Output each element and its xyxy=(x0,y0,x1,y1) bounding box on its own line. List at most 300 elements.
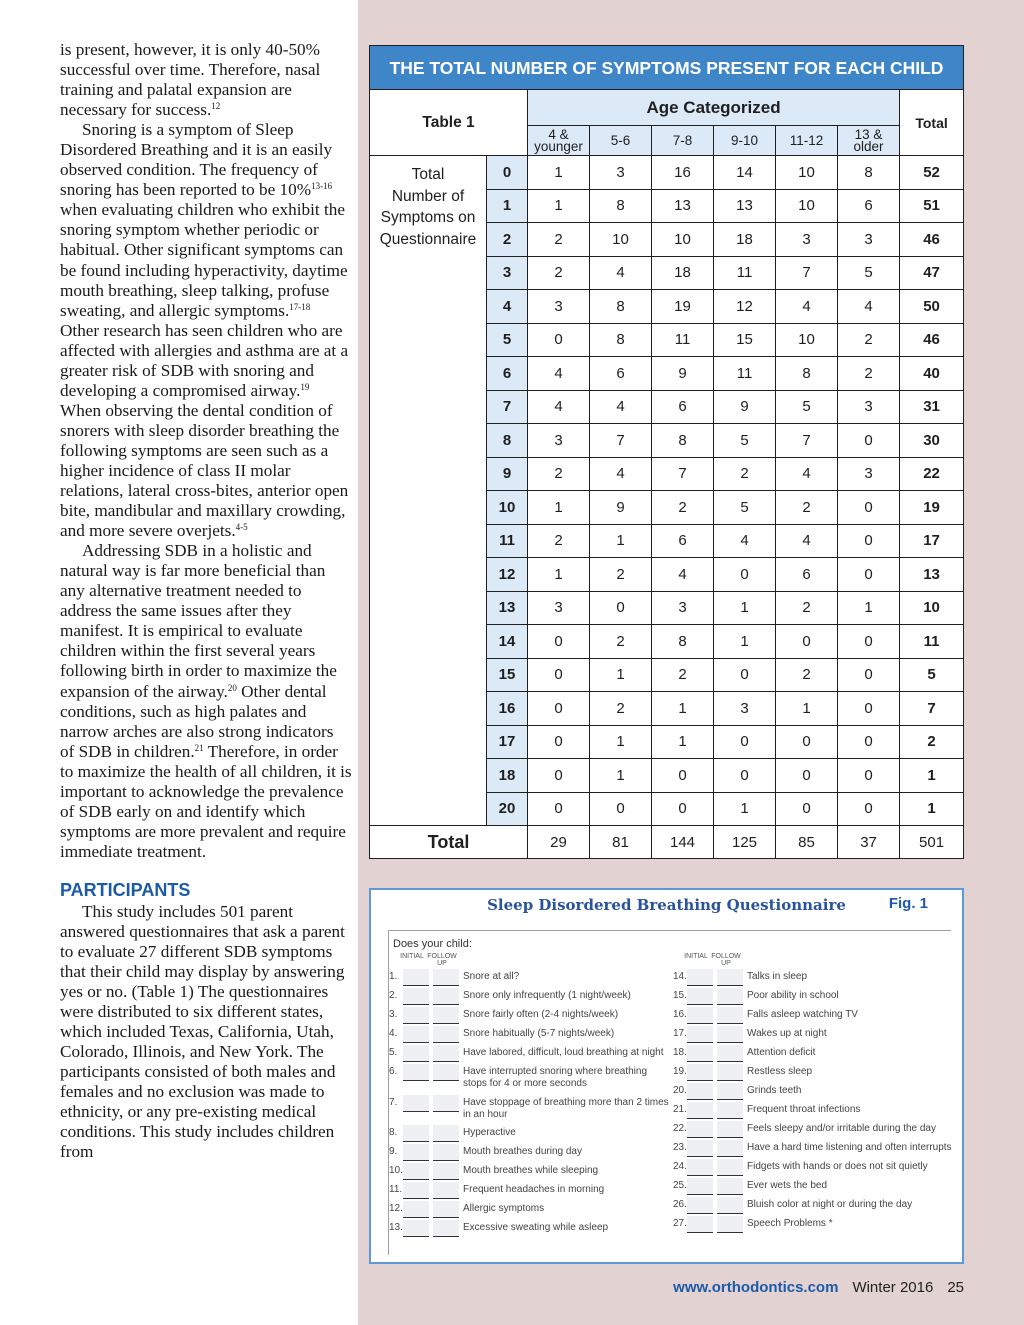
initial-checkbox[interactable] xyxy=(403,1045,429,1062)
symptom-count-cell: 1 xyxy=(487,189,528,223)
table-cell: 2 xyxy=(838,323,900,357)
table-cell: 0 xyxy=(528,725,590,759)
initial-checkbox[interactable] xyxy=(403,1026,429,1043)
table-cell: 2 xyxy=(528,223,590,257)
follow-up-checkbox[interactable] xyxy=(433,1182,459,1199)
initial-checkbox[interactable] xyxy=(687,1216,713,1233)
age-column-line: 7-8 xyxy=(672,132,693,148)
table-cell: 2 xyxy=(590,558,652,592)
initial-checkbox[interactable] xyxy=(687,988,713,1005)
item-number: 10. xyxy=(389,1165,403,1176)
table-cell: 2 xyxy=(776,658,838,692)
item-number: 3. xyxy=(389,1009,398,1020)
follow-up-checkbox[interactable] xyxy=(717,988,743,1005)
questionnaire-prompt: Does your child: xyxy=(393,938,472,950)
figure-label: Fig. 1 xyxy=(888,895,928,912)
row-total-cell: 10 xyxy=(900,591,964,625)
row-total-cell: 46 xyxy=(900,323,964,357)
initial-checkbox[interactable] xyxy=(403,1095,429,1112)
table-cell: 3 xyxy=(590,156,652,190)
table-cell: 8 xyxy=(590,189,652,223)
table-cell: 6 xyxy=(590,357,652,391)
symptom-count-cell: 0 xyxy=(487,156,528,190)
table-cell: 4 xyxy=(528,357,590,391)
table-cell: 1 xyxy=(528,558,590,592)
item-text: Snore at all? xyxy=(463,971,520,982)
table-cell: 3 xyxy=(528,591,590,625)
table-cell: 9 xyxy=(714,390,776,424)
table-cell: 1 xyxy=(528,189,590,223)
follow-up-column-header: FOLLOW UP xyxy=(427,953,457,967)
table-cell: 0 xyxy=(528,625,590,659)
row-total-cell: 7 xyxy=(900,692,964,726)
row-total-cell: 47 xyxy=(900,256,964,290)
table-cell: 0 xyxy=(714,558,776,592)
table-cell: 5 xyxy=(714,424,776,458)
table-cell: 1 xyxy=(590,759,652,793)
article-paragraph: Snoring is a symptom of Sleep Disordered Breathing and it is an easily observed condition. The frequency of snoring has been reported to be 10%$^{13-16}$ when evaluating children who exhibit the snoring symptom whether periodic or habitual. Other significant symptoms can be found including hyperactivity, daytime mouth breathing, sleep talking, profuse sweating, and allergic symptoms.$^{17-18}$ Other research has seen children who are affected with allergies and asthma are at a greater risk of SDB with snoring and developing a compromised airway.$^{19}$ When observing the dental condition of snorers with sleep disorder breathing the following symptoms are seen such as a higher incidence of class II molar relations, lateral cross-bites, anterior open bite, mandibular and maxillary crowding, and more severe overjets.$^{4-5}$ xyxy=(60,120,349,541)
questionnaire-form xyxy=(388,930,951,1255)
follow-up-checkbox[interactable] xyxy=(717,969,743,986)
item-text: Snore only infrequently (1 night/week) xyxy=(463,990,631,1001)
initial-checkbox[interactable] xyxy=(403,1163,429,1180)
table-cell: 8 xyxy=(590,290,652,324)
table-cell: 1 xyxy=(838,591,900,625)
table-cell: 0 xyxy=(714,759,776,793)
table-cell: 11 xyxy=(714,256,776,290)
item-text: Falls asleep watching TV xyxy=(747,1009,858,1020)
table-cell: 0 xyxy=(652,759,714,793)
questionnaire-item xyxy=(389,1220,664,1250)
item-number: 24. xyxy=(673,1161,687,1172)
footer-issue: Winter 2016 xyxy=(852,1279,934,1296)
questionnaire-figure xyxy=(369,888,964,1264)
follow-up-checkbox[interactable] xyxy=(433,1201,459,1218)
item-text: Snore fairly often (2-4 nights/week) xyxy=(463,1009,619,1020)
table-cell: 0 xyxy=(838,692,900,726)
questionnaire-item xyxy=(673,1216,948,1246)
questionnaire-item xyxy=(389,1064,664,1094)
follow-up-checkbox[interactable] xyxy=(717,1121,743,1138)
row-total-cell: 17 xyxy=(900,524,964,558)
row-total-cell: 40 xyxy=(900,357,964,391)
table-cell: 4 xyxy=(838,290,900,324)
follow-up-checkbox[interactable] xyxy=(717,1197,743,1214)
follow-up-checkbox[interactable] xyxy=(433,988,459,1005)
item-text: Restless sleep xyxy=(747,1066,813,1077)
table-cell: 3 xyxy=(528,424,590,458)
table-cell: 2 xyxy=(776,491,838,525)
table-cell: 0 xyxy=(652,792,714,826)
column-total-cell: 81 xyxy=(590,826,652,859)
row-group-label-line: Questionnaire xyxy=(379,230,477,248)
table-cell: 0 xyxy=(714,658,776,692)
row-total-cell: 5 xyxy=(900,658,964,692)
age-column-header xyxy=(838,126,900,156)
page-number: 25 xyxy=(947,1279,964,1296)
follow-up-checkbox[interactable] xyxy=(717,1045,743,1062)
page-footer xyxy=(673,1279,964,1296)
follow-up-checkbox[interactable] xyxy=(433,1163,459,1180)
table-cell: 8 xyxy=(590,323,652,357)
row-total-cell: 2 xyxy=(900,725,964,759)
table-cell: 9 xyxy=(590,491,652,525)
item-number: 19. xyxy=(673,1066,687,1077)
item-number: 16. xyxy=(673,1009,687,1020)
row-total-cell: 13 xyxy=(900,558,964,592)
follow-up-checkbox[interactable] xyxy=(433,1007,459,1024)
symptom-count-cell: 5 xyxy=(487,323,528,357)
grand-total-cell: 501 xyxy=(900,826,964,859)
follow-up-column-header: FOLLOW UP xyxy=(711,953,741,967)
item-number: 7. xyxy=(389,1097,398,1108)
table-cell: 14 xyxy=(714,156,776,190)
initial-checkbox[interactable] xyxy=(403,1201,429,1218)
row-group-label-line: Total xyxy=(411,166,445,183)
initial-checkbox[interactable] xyxy=(403,1125,429,1142)
table-cell: 1 xyxy=(528,156,590,190)
table-cell: 13 xyxy=(714,189,776,223)
table-title: THE TOTAL NUMBER OF SYMPTOMS PRESENT FOR EACH CHILD xyxy=(369,45,964,89)
row-total-cell: 52 xyxy=(900,156,964,190)
table-cell: 1 xyxy=(714,591,776,625)
table-cell: 8 xyxy=(652,424,714,458)
follow-up-checkbox[interactable] xyxy=(717,1178,743,1195)
symptom-count-cell: 12 xyxy=(487,558,528,592)
item-number: 11. xyxy=(389,1184,403,1195)
initial-checkbox[interactable] xyxy=(403,1144,429,1161)
table-cell: 0 xyxy=(528,792,590,826)
table-cell: 0 xyxy=(590,792,652,826)
age-column-header xyxy=(776,126,838,156)
row-group-label xyxy=(370,156,487,826)
initial-column-header: INITIAL xyxy=(684,953,708,960)
initial-checkbox[interactable] xyxy=(687,1140,713,1157)
total-header: Total xyxy=(900,90,964,156)
figure-title: Sleep Disordered Breathing Questionnaire xyxy=(487,896,846,914)
table-cell: 3 xyxy=(776,223,838,257)
row-group-label-line: Symptoms on xyxy=(380,209,476,226)
follow-up-checkbox[interactable] xyxy=(433,1026,459,1043)
symptom-count-cell: 6 xyxy=(487,357,528,391)
table-cell: 4 xyxy=(528,390,590,424)
table-cell: 1 xyxy=(652,692,714,726)
table-cell: 2 xyxy=(652,491,714,525)
item-number: 6. xyxy=(389,1066,398,1077)
item-number: 26. xyxy=(673,1199,687,1210)
table-cell: 1 xyxy=(652,725,714,759)
item-number: 12. xyxy=(389,1203,403,1214)
age-column-header xyxy=(590,126,652,156)
item-text: Speech Problems * xyxy=(747,1218,833,1229)
follow-up-checkbox[interactable] xyxy=(717,1007,743,1024)
total-row-label: Total xyxy=(370,826,528,859)
item-number: 17. xyxy=(673,1028,687,1039)
table-cell: 16 xyxy=(652,156,714,190)
row-total-cell: 31 xyxy=(900,390,964,424)
follow-up-checkbox[interactable] xyxy=(717,1064,743,1081)
symptom-count-cell: 8 xyxy=(487,424,528,458)
table-cell: 2 xyxy=(714,457,776,491)
item-text: Allergic symptoms xyxy=(463,1203,545,1214)
item-text: Feels sleepy and/or irritable during the day xyxy=(747,1123,936,1134)
table-cell: 0 xyxy=(838,524,900,558)
item-text: Mouth breathes while sleeping xyxy=(463,1165,599,1176)
follow-up-checkbox[interactable] xyxy=(717,1159,743,1176)
table-cell: 8 xyxy=(776,357,838,391)
table-cell: 0 xyxy=(528,323,590,357)
item-text: Mouth breathes during day xyxy=(463,1146,582,1157)
column-total-cell: 37 xyxy=(838,826,900,859)
table-cell: 7 xyxy=(776,424,838,458)
follow-up-checkbox[interactable] xyxy=(717,1083,743,1100)
item-text: Talks in sleep xyxy=(747,971,808,982)
table-cell: 2 xyxy=(528,524,590,558)
table-cell: 1 xyxy=(590,524,652,558)
item-number: 4. xyxy=(389,1028,398,1039)
initial-checkbox[interactable] xyxy=(687,1045,713,1062)
item-text: Grinds teeth xyxy=(747,1085,802,1096)
symptom-count-cell: 10 xyxy=(487,491,528,525)
item-text: Frequent headaches in morning xyxy=(463,1184,605,1195)
age-column-line: 5-6 xyxy=(610,132,631,148)
follow-up-checkbox[interactable] xyxy=(433,1064,459,1081)
table-cell: 10 xyxy=(776,323,838,357)
initial-checkbox[interactable] xyxy=(687,1026,713,1043)
symptom-count-cell: 15 xyxy=(487,658,528,692)
column-total-cell: 125 xyxy=(714,826,776,859)
item-text: Ever wets the bed xyxy=(747,1180,828,1191)
item-number: 2. xyxy=(389,990,398,1001)
table-cell: 9 xyxy=(652,357,714,391)
age-column-line: 9-10 xyxy=(731,132,759,148)
table-cell: 2 xyxy=(590,625,652,659)
table-cell: 3 xyxy=(838,223,900,257)
initial-checkbox[interactable] xyxy=(403,1182,429,1199)
table-cell: 4 xyxy=(652,558,714,592)
item-text: Attention deficit xyxy=(747,1047,816,1058)
item-number: 22. xyxy=(673,1123,687,1134)
row-total-cell: 46 xyxy=(900,223,964,257)
table-cell: 0 xyxy=(528,759,590,793)
initial-checkbox[interactable] xyxy=(403,1007,429,1024)
table-cell: 2 xyxy=(776,591,838,625)
item-text: Poor ability in school xyxy=(747,990,839,1001)
row-total-cell: 19 xyxy=(900,491,964,525)
row-total-cell: 51 xyxy=(900,189,964,223)
table-cell: 13 xyxy=(652,189,714,223)
item-text: Snore habitually (5-7 nights/week) xyxy=(463,1028,615,1039)
section-heading: PARTICIPANTS xyxy=(60,879,191,900)
table-cell: 2 xyxy=(528,256,590,290)
age-column-header xyxy=(652,126,714,156)
item-text: Have stoppage of breathing more than 2 times in an hour xyxy=(463,1097,669,1120)
initial-column-header: INITIAL xyxy=(400,953,424,960)
follow-up-checkbox[interactable] xyxy=(433,1220,459,1237)
symptom-count-cell: 20 xyxy=(487,792,528,826)
table-cell: 15 xyxy=(714,323,776,357)
table-cell: 4 xyxy=(776,290,838,324)
age-column-line: older xyxy=(853,138,884,154)
initial-checkbox[interactable] xyxy=(687,969,713,986)
initial-checkbox[interactable] xyxy=(403,988,429,1005)
table-cell: 0 xyxy=(838,625,900,659)
table-cell: 1 xyxy=(714,625,776,659)
table-cell: 18 xyxy=(652,256,714,290)
table-cell: 12 xyxy=(714,290,776,324)
table-cell: 6 xyxy=(652,524,714,558)
item-text: Frequent throat infections xyxy=(747,1104,861,1115)
item-number: 1. xyxy=(389,971,398,982)
initial-checkbox[interactable] xyxy=(687,1007,713,1024)
table-cell: 8 xyxy=(652,625,714,659)
table-cell: 0 xyxy=(528,692,590,726)
table-cell: 0 xyxy=(528,658,590,692)
column-total-cell: 144 xyxy=(652,826,714,859)
article-paragraph: This study includes 501 parent answered questionnaires that ask a parent to evaluate 27 different SDB symptoms that their child may display by answering yes or no. (Table 1) The questionnaires were distributed to six different states, which included Texas, California, Utah, Colorado, Illinois, and New York. The participants consisted of both males and females and no exclusion was made to ethnicity, or any pre-existing medical conditions. This study includes children from xyxy=(60,901,345,1162)
follow-up-checkbox[interactable] xyxy=(433,1095,459,1112)
table-cell: 1 xyxy=(528,491,590,525)
table-cell: 10 xyxy=(776,156,838,190)
table-cell: 0 xyxy=(776,759,838,793)
symptom-count-cell: 14 xyxy=(487,625,528,659)
table-cell: 0 xyxy=(590,591,652,625)
table-cell: 4 xyxy=(776,457,838,491)
table-cell: 0 xyxy=(838,792,900,826)
table-cell: 4 xyxy=(590,256,652,290)
item-number: 9. xyxy=(389,1146,398,1157)
questionnaire-item xyxy=(389,1095,669,1125)
table-cell: 1 xyxy=(590,725,652,759)
follow-up-checkbox[interactable] xyxy=(717,1102,743,1119)
initial-checkbox[interactable] xyxy=(687,1159,713,1176)
initial-checkbox[interactable] xyxy=(687,1064,713,1081)
table-cell: 11 xyxy=(652,323,714,357)
initial-checkbox[interactable] xyxy=(687,1102,713,1119)
initial-checkbox[interactable] xyxy=(403,1064,429,1081)
table-cell: 5 xyxy=(714,491,776,525)
table-cell: 0 xyxy=(776,792,838,826)
table-cell: 3 xyxy=(528,290,590,324)
initial-checkbox[interactable] xyxy=(687,1121,713,1138)
symptom-count-cell: 16 xyxy=(487,692,528,726)
row-group-label-line: Number of xyxy=(391,187,465,205)
follow-up-checkbox[interactable] xyxy=(433,1045,459,1062)
table-cell: 0 xyxy=(838,658,900,692)
follow-up-checkbox[interactable] xyxy=(717,1216,743,1233)
age-column-line: younger xyxy=(534,138,583,154)
table-cell: 18 xyxy=(714,223,776,257)
table-cell: 0 xyxy=(776,625,838,659)
item-text: Hyperactive xyxy=(463,1127,516,1138)
table-cell: 7 xyxy=(652,457,714,491)
table-cell: 0 xyxy=(838,424,900,458)
table-cell: 5 xyxy=(838,256,900,290)
table-cell: 7 xyxy=(590,424,652,458)
symptom-count-cell: 17 xyxy=(487,725,528,759)
age-column-line: 13 & xyxy=(854,126,883,142)
table-cell: 2 xyxy=(652,658,714,692)
symptom-count-cell: 7 xyxy=(487,390,528,424)
table-cell: 1 xyxy=(590,658,652,692)
table-cell: 1 xyxy=(714,792,776,826)
item-number: 8. xyxy=(389,1127,398,1138)
initial-checkbox[interactable] xyxy=(403,1220,429,1237)
item-text: Wakes up at night xyxy=(747,1028,827,1039)
table-cell: 7 xyxy=(776,256,838,290)
symptom-count-cell: 3 xyxy=(487,256,528,290)
table-cell: 10 xyxy=(590,223,652,257)
table-cell: 19 xyxy=(652,290,714,324)
table-cell: 4 xyxy=(590,390,652,424)
table-cell: 6 xyxy=(776,558,838,592)
initial-checkbox[interactable] xyxy=(403,969,429,986)
item-number: 14. xyxy=(673,971,687,982)
follow-up-checkbox[interactable] xyxy=(717,1140,743,1157)
initial-checkbox[interactable] xyxy=(687,1197,713,1214)
table-cell: 3 xyxy=(714,692,776,726)
table-cell: 6 xyxy=(652,390,714,424)
table-cell: 4 xyxy=(590,457,652,491)
follow-up-checkbox[interactable] xyxy=(717,1026,743,1043)
initial-checkbox[interactable] xyxy=(687,1083,713,1100)
table-cell: 0 xyxy=(776,725,838,759)
item-text: Have a hard time listening and often interrupts xyxy=(747,1142,952,1153)
item-text: Have labored, difficult, loud breathing at night xyxy=(463,1047,664,1058)
table-row xyxy=(370,156,964,190)
follow-up-checkbox[interactable] xyxy=(433,1125,459,1142)
table-cell: 4 xyxy=(714,524,776,558)
article-column xyxy=(60,40,352,1163)
symptom-count-cell: 13 xyxy=(487,591,528,625)
article-paragraph: Addressing SDB in a holistic and natural way is far more beneficial than any alternative treatment needed to address the same issues after they manifest. It is empirical to evaluate children within the first several years following birth in order to maximize the expansion of the airway.$^{20}$ Other dental conditions, such as high palates and narrow arches are also strong indicators of SDB in children.$^{21}$ Therefore, in order to maximize the health of all children, it is important to acknowledge the prevalence of SDB early on and identify which symptoms are more prevalent and require immediate treatment. xyxy=(60,541,352,861)
row-total-cell: 1 xyxy=(900,759,964,793)
row-total-cell: 30 xyxy=(900,424,964,458)
item-number: 15. xyxy=(673,990,687,1001)
initial-checkbox[interactable] xyxy=(687,1178,713,1195)
table-label: Table 1 xyxy=(370,90,528,156)
follow-up-checkbox[interactable] xyxy=(433,1144,459,1161)
row-total-cell: 11 xyxy=(900,625,964,659)
item-text: Excessive sweating while asleep xyxy=(463,1222,609,1233)
table-cell: 0 xyxy=(838,725,900,759)
age-column-header xyxy=(714,126,776,156)
symptom-count-cell: 11 xyxy=(487,524,528,558)
item-number: 27. xyxy=(673,1218,687,1229)
age-column-header xyxy=(528,126,590,156)
item-text: Bluish color at night or during the day xyxy=(747,1199,913,1210)
row-total-cell: 50 xyxy=(900,290,964,324)
age-group-header: Age Categorized xyxy=(528,90,900,126)
footer-url[interactable]: www.orthodontics.com xyxy=(673,1279,839,1296)
data-table xyxy=(369,89,964,859)
symptom-count-cell: 9 xyxy=(487,457,528,491)
follow-up-checkbox[interactable] xyxy=(433,969,459,986)
table-cell: 0 xyxy=(838,558,900,592)
table-cell: 6 xyxy=(838,189,900,223)
age-column-line: 11-12 xyxy=(789,132,824,148)
row-total-cell: 1 xyxy=(900,792,964,826)
item-number: 21. xyxy=(673,1104,687,1115)
symptom-count-cell: 4 xyxy=(487,290,528,324)
table-cell: 4 xyxy=(776,524,838,558)
column-total-cell: 85 xyxy=(776,826,838,859)
table-cell: 10 xyxy=(776,189,838,223)
column-total-cell: 29 xyxy=(528,826,590,859)
article-paragraph: is present, however, it is only 40-50% successful over time. Therefore, nasal training and palatal expansion are necessary for success.$^{12}$ xyxy=(60,40,321,120)
table-cell: 0 xyxy=(838,759,900,793)
item-number: 25. xyxy=(673,1180,687,1191)
